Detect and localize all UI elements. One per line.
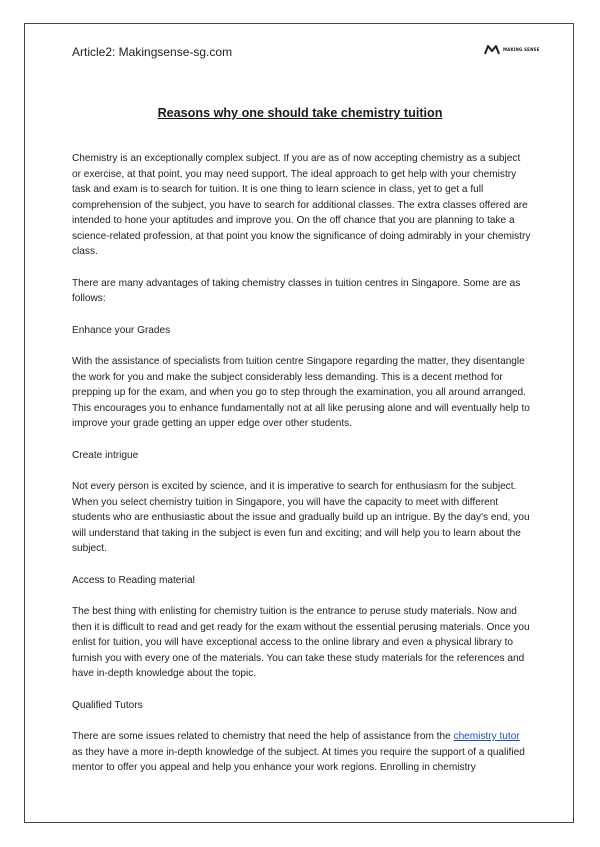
section-heading-reading: Access to Reading material — [72, 574, 195, 586]
tutors-text-before: There are some issues related to chemistry that need the help of assistance from the — [72, 731, 454, 742]
article-title: Reasons why one should take chemistry tuition — [157, 106, 443, 120]
section-heading-grades: Enhance your Grades — [72, 324, 171, 336]
advantages-paragraph: There are many advantages of taking chemistry classes in tuition centres in Singapore. Some are as follows: — [72, 277, 521, 304]
section-heading-intrigue: Create intrigue — [72, 449, 139, 461]
chemistry-tutor-link[interactable]: chemistry tutor — [453, 731, 520, 742]
section-text-reading: The best thing with enlisting for chemistry tuition is the entrance to peruse study materials. Now and then it is difficult to read and get ready for the exam without the essential perusing materials. Once you enlist for tuition, you will have exceptional access to the online library and even a physical library to furnish you with every one of the materials. You can take these study materials for the references and have in-depth knowledge about the topic. — [72, 606, 530, 679]
section-text-intrigue: Not every person is excited by science, and it is imperative to search for enthusiasm for the subject. When you select chemistry tuition in Singapore, you will have the capacity to meet with different students who are enthusiastic about the issue and gradually build up an intrigue. By the day's end, you will understand that taking in the subject is even fun and exciting; and will help you to learn about the subject. — [72, 481, 530, 554]
section-text-tutors — [72, 729, 532, 776]
tutors-text-after: as they have a more in-depth knowledge of the subject. At times you require the support of a qualified mentor to offer you appeal and help you enhance your work regions. Enrolling in chemistry — [72, 746, 525, 773]
logo — [484, 42, 546, 56]
section-text-grades: With the assistance of specialists from tuition centre Singapore regarding the matter, they disentangle the work for you and make the subject considerably less demanding. This is a decent method for prepping up for the exam, and when you go to step through the examination, you all around arranged. This encourages you to enhance fundamentally not at all like perusing alone and will eventually help to improve your grade getting an upper edge over other students. — [72, 356, 530, 429]
intro-paragraph: Chemistry is an exceptionally complex subject. If you are as of now accepting chemistry as a subject or exercise, at that point, you may need support. The ideal approach to get help with your chemistry task and exam is to search for tuition. It is one thing to learn science in class, yet to get a full comprehension of the subject, you have to search for additional classes. The extra classes offered are intended to hone your aptitudes and improve you. On the off chance that you are planning to take a science-related profession, at that point you know the significance of doing admirably in your chemistry class. — [72, 153, 531, 257]
logo-mark-icon — [484, 43, 500, 55]
section-heading-tutors: Qualified Tutors — [72, 699, 143, 711]
article-body — [72, 151, 532, 792]
header-label: Article2: Makingsense-sg.com — [72, 45, 233, 59]
logo-text: MAKING SENSE — [503, 46, 540, 52]
